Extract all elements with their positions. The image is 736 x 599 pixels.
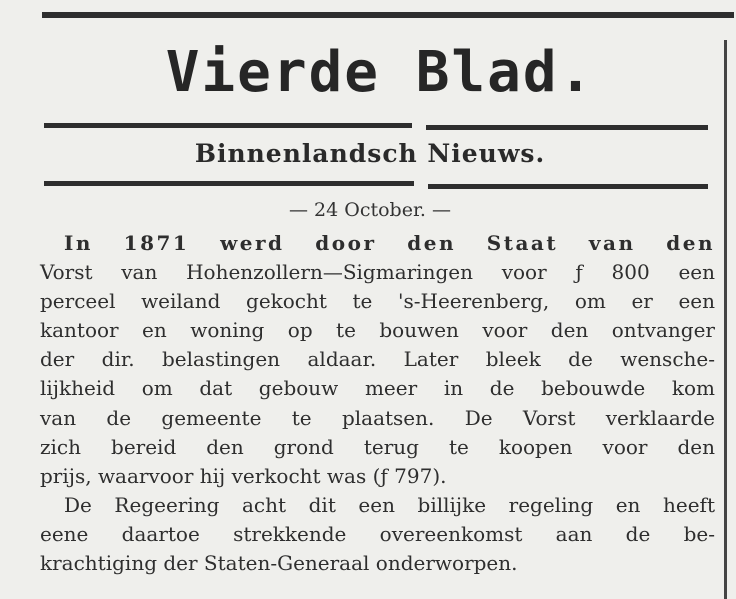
- article-line: Vorst van Hohenzollern—Sigmaringen voor ƒ 800 een: [40, 260, 715, 285]
- article-line: In 1871 werd door den Staat van den: [64, 231, 715, 255]
- masthead-rule-right: [426, 125, 708, 130]
- article-line: kantoor en woning op te bouwen voor den ontvanger: [40, 318, 715, 343]
- article-line: eene daartoe strekkende overeenkomst aan de be-: [40, 521, 715, 546]
- masthead-rule-left: [44, 123, 412, 128]
- article-line: perceel weiland gekocht te 's-Heerenberg, om er een: [40, 289, 715, 314]
- section-rule-left: [44, 181, 414, 186]
- article-line: krachtiging der Staten-Generaal onderworpen.: [40, 551, 518, 576]
- masthead-title: Vierde Blad.: [165, 40, 595, 105]
- article-line: van de gemeente te plaatsen. De Vorst verklaarde: [40, 405, 715, 430]
- article-body: [40, 229, 715, 578]
- section-rule-right: [428, 184, 708, 189]
- article-line: lijkheid om dat gebouw meer in de bebouwde kom: [40, 376, 715, 401]
- article-line: der dir. belastingen aldaar. Later bleek de wensche-: [40, 347, 715, 372]
- article-line: De Regeering acht dit een billijke regeling en heeft: [64, 492, 715, 517]
- section-title: Binnenlandsch Nieuws.: [194, 139, 546, 168]
- top-rule: [42, 12, 734, 18]
- article-line: prijs, waarvoor hij verkocht was (ƒ 797).: [40, 463, 447, 488]
- column-rule: [724, 40, 727, 599]
- article-line: zich bereid den grond terug te koopen voor den: [40, 434, 715, 459]
- article-dateline: — 24 October. —: [288, 199, 452, 221]
